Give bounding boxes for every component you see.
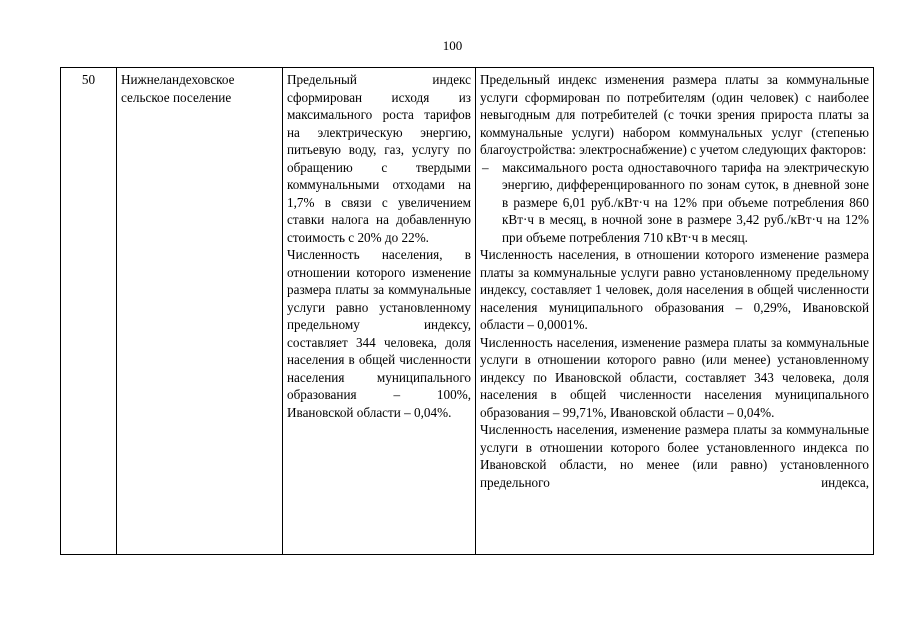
above-index-paragraph: Численность населения, изменение размера платы за коммунальные услуги в отношении которого более установленного индекса по Ивановской области, но менее (или равно) установленного предельного индекса, [480,422,869,490]
list-dash: – [482,159,489,175]
factor-text: максимального роста одноставочного тарифа на электрическую энергию, дифференцированного по зонам суток, в дневной зоне в размере 6,01 руб./кВт·ч на 12% при объеме потребления 860 кВт·ч в месяц, в ночной зоне в размере 3,42 руб./кВт·ч на 12% при объеме потребления 710 кВт·ч в месяц. [502,159,869,245]
factor-list-item [480,159,869,247]
index-detail-cell [476,68,874,555]
population-paragraph: Численность населения, в отношении которого изменение размера платы за коммунальные услуги равно установленному предельному индексу, составляет 344 человека, доля населения в общей численности населения муниципального образования – 100%, Ивановской области – 0,04%. [287,247,471,420]
factor-list [480,159,869,247]
equal-index-paragraph: Численность населения, в отношении которого изменение размера платы за коммунальные услуги равно установленному предельному индексу, составляет 1 человек, доля населения в общей численности населения муниципального образования – 0,29%, Ивановской области – 0,0001%. [480,247,869,332]
below-index-paragraph: Численность населения, изменение размера платы за коммунальные услуги в отношении которого равно (или менее) установленному индексу по Ивановской области, составляет 343 человека, доля населения в общей численности населения муниципального образования – 99,71%, Ивановской области – 0,04%. [480,334,869,420]
index-basis-paragraph: Предельный индекс сформирован исходя из максимального роста тарифов на электрическую энергию, питьевую воду, газ, услугу по обращению с твердыми коммунальными отходами на 1,7% в связи с увеличением ставки налога на добавленную стоимость с 20% до 22%. [287,72,471,245]
row-number-cell: 50 [61,68,117,555]
detail-intro-paragraph: Предельный индекс изменения размера платы за коммунальные услуги сформирован по потребителям (один человек) с наиболее невыгодным для потребителей (с точки зрения прироста платы за коммунальные услуги) набором коммунальных услуг (степенью благоустройства: электроснабжение) с учетом следующих факторов: [480,72,869,157]
tariff-index-table [60,67,874,555]
table-row [61,68,874,555]
page-number: 100 [442,38,463,53]
index-basis-cell [283,68,476,555]
settlement-name-cell: Нижнеландеховское сельское поселение [117,68,283,555]
